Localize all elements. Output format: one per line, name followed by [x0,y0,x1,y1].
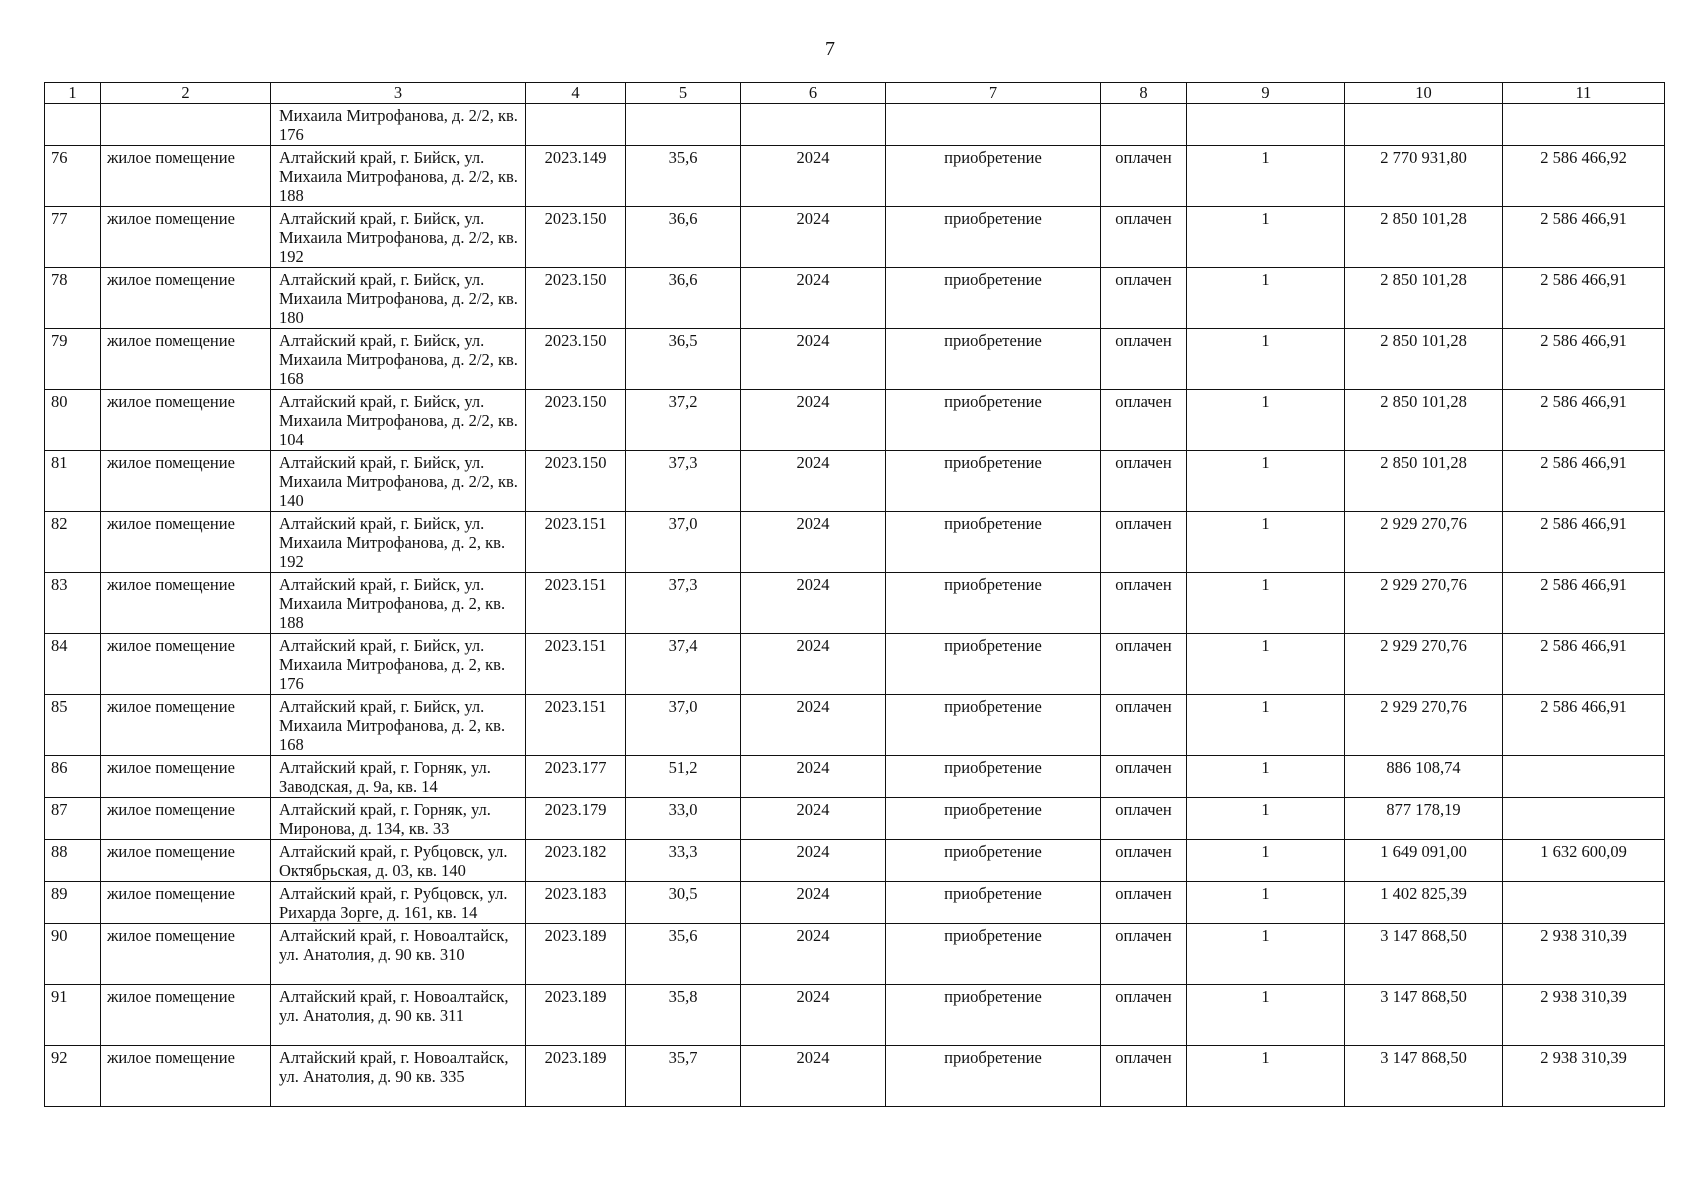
table-row [45,924,1665,985]
cell-quantity: 1 [1187,798,1345,840]
cell-year: 2024 [741,924,886,985]
cell-object-type: жилое помещение [101,695,271,756]
cell-object-type: жилое помещение [101,451,271,512]
cell-area: 37,4 [626,634,741,695]
cell-method: приобретение [886,329,1101,390]
table-row [45,985,1665,1046]
cell-address: Алтайский край, г. Бийск, ул. Михаила Митрофанова, д. 2/2, кв. 104 [271,390,526,451]
cell-row-number: 88 [45,840,101,882]
cell-object-type: жилое помещение [101,798,271,840]
cell-area: 35,7 [626,1046,741,1107]
cell-quantity: 1 [1187,695,1345,756]
cell-method: приобретение [886,985,1101,1046]
cell-row-number: 92 [45,1046,101,1107]
table-row [45,882,1665,924]
cell-row-number: 78 [45,268,101,329]
cell-method: приобретение [886,882,1101,924]
cell-status: оплачен [1101,985,1187,1046]
cell-amount: 2 586 466,92 [1503,146,1665,207]
cell-year: 2024 [741,695,886,756]
table-row [45,451,1665,512]
cell-empty [1101,104,1187,146]
cell-method: приобретение [886,207,1101,268]
cell-year: 2024 [741,634,886,695]
cell-quantity: 1 [1187,756,1345,798]
cell-quantity: 1 [1187,840,1345,882]
cell-area: 37,0 [626,695,741,756]
column-header: 9 [1187,83,1345,104]
cell-cost: 2 929 270,76 [1345,573,1503,634]
cell-status: оплачен [1101,451,1187,512]
cell-object-type: жилое помещение [101,924,271,985]
cell-method: приобретение [886,390,1101,451]
table-body [45,104,1665,1107]
cell-address: Алтайский край, г. Рубцовск, ул. Рихарда Зорге, д. 161, кв. 14 [271,882,526,924]
cell-row-number: 86 [45,756,101,798]
housing-register-table [44,82,1665,1107]
cell-status: оплачен [1101,146,1187,207]
cell-method: приобретение [886,268,1101,329]
cell-amount: 2 586 466,91 [1503,573,1665,634]
cell-amount [1503,756,1665,798]
cell-object-type: жилое помещение [101,840,271,882]
cell-code: 2023.150 [526,207,626,268]
cell-year: 2024 [741,798,886,840]
cell-area: 30,5 [626,882,741,924]
cell-row-number: 84 [45,634,101,695]
cell-year: 2024 [741,756,886,798]
cell-address: Алтайский край, г. Бийск, ул. Михаила Митрофанова, д. 2/2, кв. 192 [271,207,526,268]
cell-status: оплачен [1101,207,1187,268]
cell-empty [1187,104,1345,146]
cell-object-type: жилое помещение [101,985,271,1046]
cell-object-type: жилое помещение [101,512,271,573]
cell-address: Михаила Митрофанова, д. 2/2, кв. 176 [271,104,526,146]
cell-code: 2023.150 [526,268,626,329]
cell-quantity: 1 [1187,268,1345,329]
cell-quantity: 1 [1187,882,1345,924]
cell-code: 2023.151 [526,695,626,756]
table-row [45,512,1665,573]
cell-area: 35,6 [626,924,741,985]
cell-code: 2023.189 [526,924,626,985]
cell-area: 33,3 [626,840,741,882]
cell-area: 36,5 [626,329,741,390]
cell-empty [741,104,886,146]
cell-status: оплачен [1101,573,1187,634]
cell-cost: 3 147 868,50 [1345,1046,1503,1107]
cell-code: 2023.177 [526,756,626,798]
cell-amount [1503,882,1665,924]
cell-method: приобретение [886,840,1101,882]
cell-area: 36,6 [626,207,741,268]
cell-code: 2023.151 [526,573,626,634]
cell-cost: 1 649 091,00 [1345,840,1503,882]
cell-cost: 2 850 101,28 [1345,207,1503,268]
cell-code: 2023.182 [526,840,626,882]
cell-cost: 3 147 868,50 [1345,985,1503,1046]
cell-amount: 2 938 310,39 [1503,1046,1665,1107]
cell-address: Алтайский край, г. Бийск, ул. Михаила Митрофанова, д. 2/2, кв. 140 [271,451,526,512]
cell-area: 37,3 [626,451,741,512]
cell-cost: 886 108,74 [1345,756,1503,798]
cell-cost: 1 402 825,39 [1345,882,1503,924]
table-row [45,798,1665,840]
cell-amount: 2 938 310,39 [1503,985,1665,1046]
cell-method: приобретение [886,573,1101,634]
cell-cost: 2 850 101,28 [1345,451,1503,512]
cell-row-number: 85 [45,695,101,756]
cell-status: оплачен [1101,329,1187,390]
cell-address: Алтайский край, г. Бийск, ул. Михаила Митрофанова, д. 2, кв. 188 [271,573,526,634]
cell-code: 2023.150 [526,390,626,451]
table-row [45,840,1665,882]
cell-status: оплачен [1101,268,1187,329]
cell-row-number: 76 [45,146,101,207]
cell-cost: 2 929 270,76 [1345,512,1503,573]
table-row [45,329,1665,390]
cell-code: 2023.151 [526,512,626,573]
table-row [45,695,1665,756]
column-header: 10 [1345,83,1503,104]
column-number-row [45,83,1665,104]
cell-method: приобретение [886,924,1101,985]
column-header: 11 [1503,83,1665,104]
cell-amount: 1 632 600,09 [1503,840,1665,882]
cell-method: приобретение [886,451,1101,512]
cell-row-number: 81 [45,451,101,512]
cell-area: 36,6 [626,268,741,329]
cell-cost: 2 929 270,76 [1345,634,1503,695]
cell-method: приобретение [886,756,1101,798]
cell-object-type: жилое помещение [101,756,271,798]
cell-cost: 2 850 101,28 [1345,390,1503,451]
cell-address: Алтайский край, г. Бийск, ул. Михаила Митрофанова, д. 2, кв. 168 [271,695,526,756]
cell-year: 2024 [741,207,886,268]
cell-object-type: жилое помещение [101,390,271,451]
cell-year: 2024 [741,390,886,451]
table-row [45,207,1665,268]
cell-status: оплачен [1101,512,1187,573]
cell-amount: 2 586 466,91 [1503,329,1665,390]
cell-year: 2024 [741,882,886,924]
continuation-row [45,104,1665,146]
cell-empty [1345,104,1503,146]
page-number: 7 [825,38,835,60]
cell-year: 2024 [741,329,886,390]
column-header: 5 [626,83,741,104]
cell-code: 2023.189 [526,1046,626,1107]
cell-year: 2024 [741,146,886,207]
cell-method: приобретение [886,512,1101,573]
cell-row-number: 82 [45,512,101,573]
cell-code: 2023.151 [526,634,626,695]
cell-row-number: 87 [45,798,101,840]
cell-quantity: 1 [1187,329,1345,390]
column-header: 2 [101,83,271,104]
cell-quantity: 1 [1187,1046,1345,1107]
cell-amount: 2 586 466,91 [1503,268,1665,329]
cell-area: 35,8 [626,985,741,1046]
cell-amount: 2 586 466,91 [1503,512,1665,573]
cell-address: Алтайский край, г. Горняк, ул. Заводская, д. 9а, кв. 14 [271,756,526,798]
cell-area: 37,2 [626,390,741,451]
cell-quantity: 1 [1187,924,1345,985]
cell-object-type: жилое помещение [101,882,271,924]
cell-row-number: 90 [45,924,101,985]
cell-row-number: 77 [45,207,101,268]
table-row [45,1046,1665,1107]
cell-empty [101,104,271,146]
cell-empty [45,104,101,146]
cell-quantity: 1 [1187,207,1345,268]
cell-object-type: жилое помещение [101,268,271,329]
table-row [45,634,1665,695]
cell-row-number: 79 [45,329,101,390]
cell-cost: 877 178,19 [1345,798,1503,840]
cell-quantity: 1 [1187,634,1345,695]
cell-status: оплачен [1101,1046,1187,1107]
cell-status: оплачен [1101,695,1187,756]
cell-object-type: жилое помещение [101,329,271,390]
cell-address: Алтайский край, г. Рубцовск, ул. Октябрьская, д. 03, кв. 140 [271,840,526,882]
cell-address: Алтайский край, г. Новоалтайск, ул. Анатолия, д. 90 кв. 311 [271,985,526,1046]
cell-year: 2024 [741,985,886,1046]
cell-object-type: жилое помещение [101,634,271,695]
cell-amount: 2 586 466,91 [1503,695,1665,756]
column-header: 8 [1101,83,1187,104]
column-header: 6 [741,83,886,104]
cell-method: приобретение [886,634,1101,695]
cell-cost: 2 850 101,28 [1345,268,1503,329]
cell-row-number: 91 [45,985,101,1046]
table-row [45,390,1665,451]
cell-empty [1503,104,1665,146]
cell-code: 2023.149 [526,146,626,207]
cell-area: 35,6 [626,146,741,207]
cell-row-number: 89 [45,882,101,924]
cell-empty [886,104,1101,146]
cell-row-number: 83 [45,573,101,634]
cell-status: оплачен [1101,634,1187,695]
cell-quantity: 1 [1187,451,1345,512]
cell-address: Алтайский край, г. Новоалтайск, ул. Анатолия, д. 90 кв. 310 [271,924,526,985]
cell-cost: 2 770 931,80 [1345,146,1503,207]
cell-quantity: 1 [1187,390,1345,451]
cell-quantity: 1 [1187,985,1345,1046]
column-header: 1 [45,83,101,104]
cell-empty [626,104,741,146]
cell-cost: 3 147 868,50 [1345,924,1503,985]
cell-amount [1503,798,1665,840]
column-header: 4 [526,83,626,104]
cell-status: оплачен [1101,798,1187,840]
cell-amount: 2 586 466,91 [1503,451,1665,512]
column-header: 7 [886,83,1101,104]
cell-year: 2024 [741,451,886,512]
cell-area: 37,0 [626,512,741,573]
cell-address: Алтайский край, г. Бийск, ул. Михаила Митрофанова, д. 2/2, кв. 188 [271,146,526,207]
cell-method: приобретение [886,146,1101,207]
cell-quantity: 1 [1187,573,1345,634]
cell-amount: 2 586 466,91 [1503,207,1665,268]
cell-method: приобретение [886,695,1101,756]
cell-cost: 2 850 101,28 [1345,329,1503,390]
cell-address: Алтайский край, г. Новоалтайск, ул. Анатолия, д. 90 кв. 335 [271,1046,526,1107]
cell-code: 2023.179 [526,798,626,840]
cell-cost: 2 929 270,76 [1345,695,1503,756]
cell-status: оплачен [1101,840,1187,882]
cell-address: Алтайский край, г. Бийск, ул. Михаила Митрофанова, д. 2, кв. 176 [271,634,526,695]
cell-amount: 2 586 466,91 [1503,390,1665,451]
cell-status: оплачен [1101,882,1187,924]
table-row [45,146,1665,207]
cell-status: оплачен [1101,390,1187,451]
cell-area: 51,2 [626,756,741,798]
cell-object-type: жилое помещение [101,207,271,268]
cell-address: Алтайский край, г. Горняк, ул. Миронова, д. 134, кв. 33 [271,798,526,840]
cell-address: Алтайский край, г. Бийск, ул. Михаила Митрофанова, д. 2, кв. 192 [271,512,526,573]
cell-object-type: жилое помещение [101,1046,271,1107]
cell-year: 2024 [741,573,886,634]
cell-method: приобретение [886,1046,1101,1107]
cell-year: 2024 [741,1046,886,1107]
cell-amount: 2 586 466,91 [1503,634,1665,695]
cell-code: 2023.150 [526,451,626,512]
cell-code: 2023.150 [526,329,626,390]
cell-address: Алтайский край, г. Бийск, ул. Михаила Митрофанова, д. 2/2, кв. 180 [271,268,526,329]
cell-status: оплачен [1101,756,1187,798]
cell-code: 2023.189 [526,985,626,1046]
cell-year: 2024 [741,268,886,329]
table-row [45,756,1665,798]
cell-row-number: 80 [45,390,101,451]
cell-year: 2024 [741,840,886,882]
table-row [45,573,1665,634]
cell-quantity: 1 [1187,512,1345,573]
cell-area: 33,0 [626,798,741,840]
cell-year: 2024 [741,512,886,573]
cell-object-type: жилое помещение [101,146,271,207]
cell-object-type: жилое помещение [101,573,271,634]
cell-method: приобретение [886,798,1101,840]
cell-empty [526,104,626,146]
cell-status: оплачен [1101,924,1187,985]
table-row [45,268,1665,329]
cell-code: 2023.183 [526,882,626,924]
cell-address: Алтайский край, г. Бийск, ул. Михаила Митрофанова, д. 2/2, кв. 168 [271,329,526,390]
table-header [45,83,1665,104]
cell-quantity: 1 [1187,146,1345,207]
column-header: 3 [271,83,526,104]
cell-amount: 2 938 310,39 [1503,924,1665,985]
cell-area: 37,3 [626,573,741,634]
